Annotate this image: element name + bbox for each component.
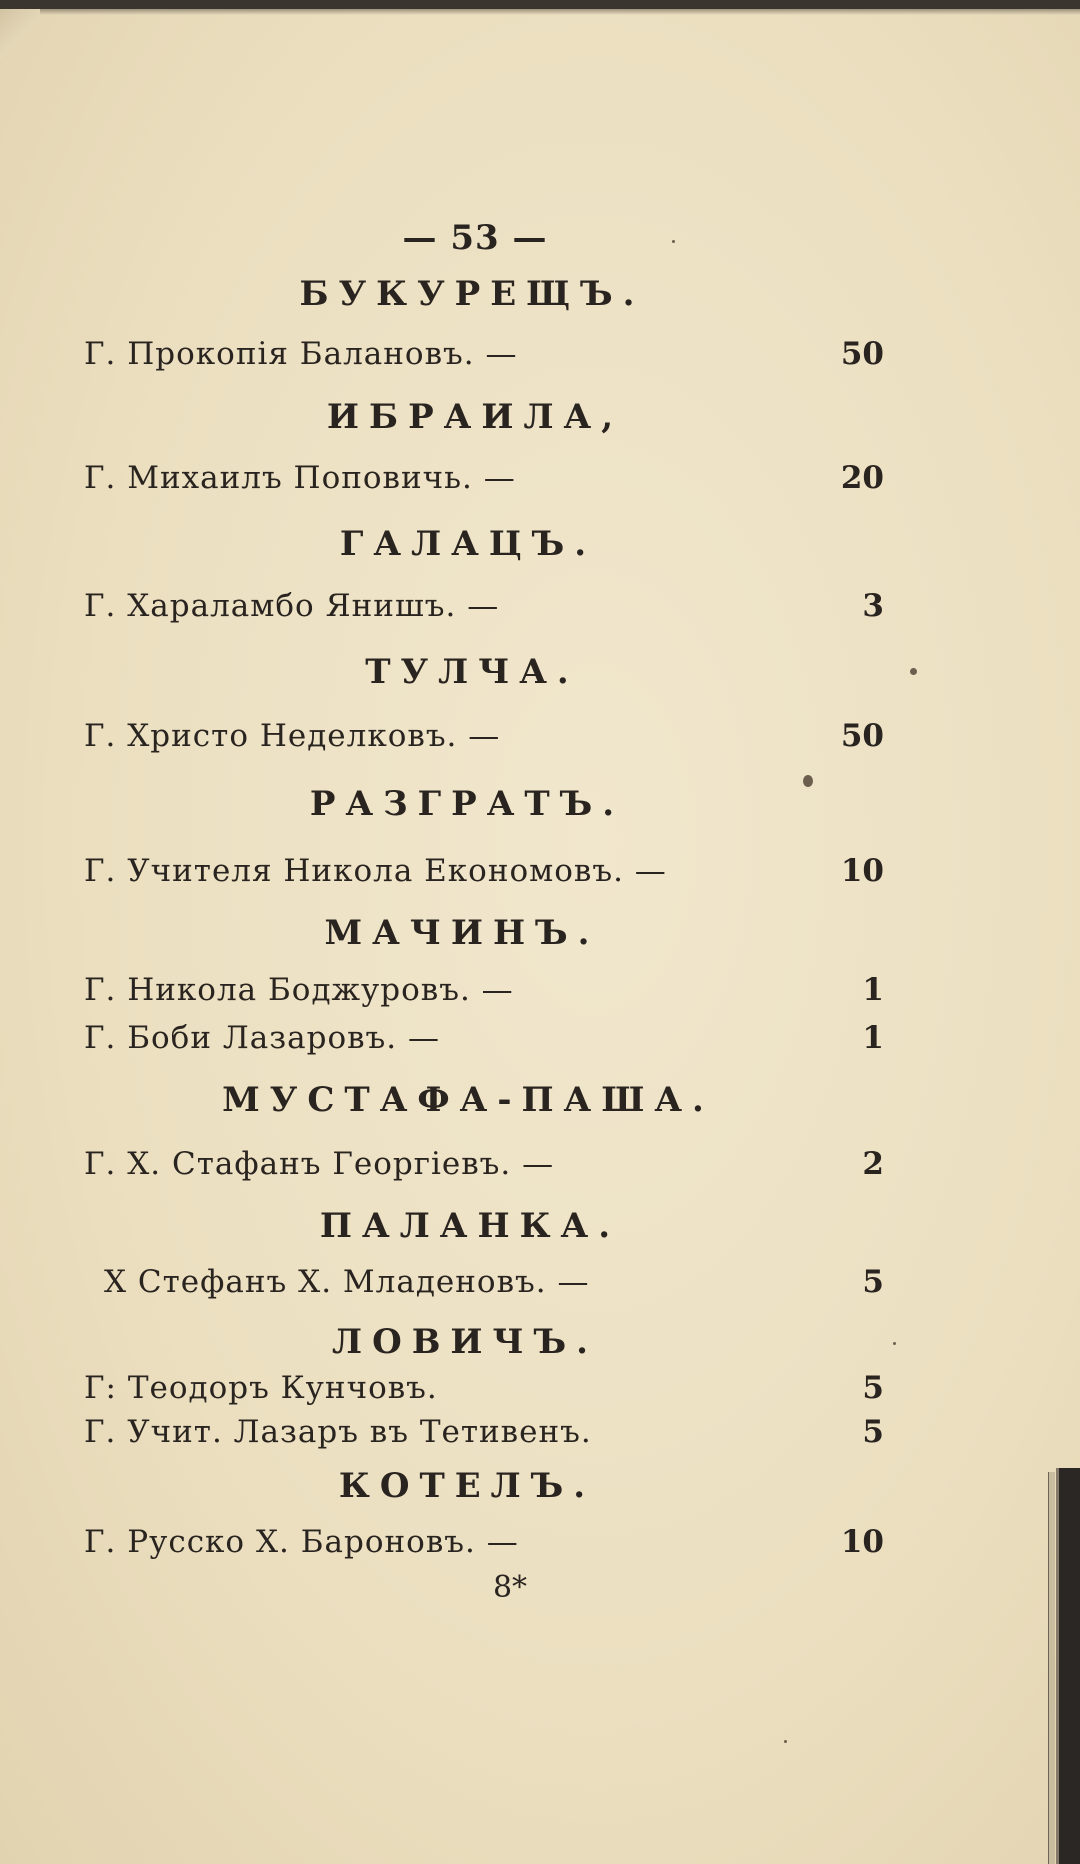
entry-name: Г. Х. Стафанъ Георгіевъ. — [84, 1146, 555, 1182]
entry-amount: 10 [840, 1524, 884, 1560]
entry-amount: 1 [862, 1020, 884, 1056]
entry-amount: 5 [862, 1414, 884, 1450]
section-heading-tulcha: ТУЛЧА. [365, 652, 579, 692]
book-cover-edge [1056, 1468, 1080, 1864]
list-item [84, 588, 884, 632]
top-edge-shadow [0, 9, 1080, 15]
section-heading-galati: ГАЛАЦЪ. [339, 524, 597, 564]
section-heading-mustafa-pasha: МУСТАФА-ПАША. [222, 1080, 714, 1120]
page-number: — 53 — [402, 218, 548, 258]
entry-name: Г. Михаилъ Поповичь. — [84, 460, 516, 496]
list-item [84, 1370, 884, 1414]
list-item [104, 1264, 884, 1308]
binding-inner-edge [1048, 1472, 1055, 1864]
section-heading-kotel: КОТЕЛЪ. [338, 1466, 596, 1506]
entry-amount: 50 [840, 718, 884, 754]
section-heading-braila: ИБРАИЛА, [326, 397, 624, 437]
entry-amount: 3 [862, 588, 884, 624]
entry-amount: 20 [840, 460, 884, 496]
signature-mark: 8* [492, 1570, 528, 1605]
section-heading-machin: МАЧИНЪ. [324, 913, 600, 953]
list-item [84, 1020, 884, 1064]
book-top-edge [0, 0, 1080, 9]
corner-fold [0, 9, 40, 61]
list-item [84, 1524, 884, 1568]
section-heading-palanka: ПАЛАНКА. [319, 1206, 621, 1246]
entry-amount: 10 [840, 853, 884, 889]
list-item [84, 853, 884, 897]
entry-amount: 5 [862, 1370, 884, 1406]
entry-name: Г. Учит. Лазаръ въ Тетивенъ. [84, 1414, 592, 1450]
list-item [84, 972, 884, 1016]
list-item [84, 1146, 884, 1190]
section-heading-razgrad: РАЗГРАТЪ. [309, 784, 625, 824]
list-item [84, 460, 884, 504]
entry-name: Г. Хараламбо Янишъ. — [84, 588, 500, 624]
section-heading-lovech: ЛОВИЧЪ. [332, 1322, 598, 1362]
entry-amount: 2 [862, 1146, 884, 1182]
entry-amount: 50 [840, 336, 884, 372]
entry-name: Г. Прокопія Балановъ. — [84, 336, 518, 372]
entry-name: Г. Русско Х. Бароновъ. — [84, 1524, 519, 1560]
list-item [84, 718, 884, 762]
entry-amount: 5 [862, 1264, 884, 1300]
entry-name: Г. Боби Лазаровъ. — [84, 1020, 440, 1056]
entry-name: Г. Христо Неделковъ. — [84, 718, 501, 754]
section-heading-bucharest: БУКУРЕЩЪ. [299, 274, 645, 314]
list-item [84, 336, 884, 380]
list-item [84, 1414, 884, 1458]
entry-name: Х Стефанъ Х. Младеновъ. — [104, 1264, 590, 1300]
entry-name: Г. Учителя Никола Економовъ. — [84, 853, 667, 889]
entry-name: Г. Никола Боджуровъ. — [84, 972, 514, 1008]
entry-name: Г: Теодоръ Кунчовъ. [84, 1370, 438, 1406]
entry-amount: 1 [862, 972, 884, 1008]
